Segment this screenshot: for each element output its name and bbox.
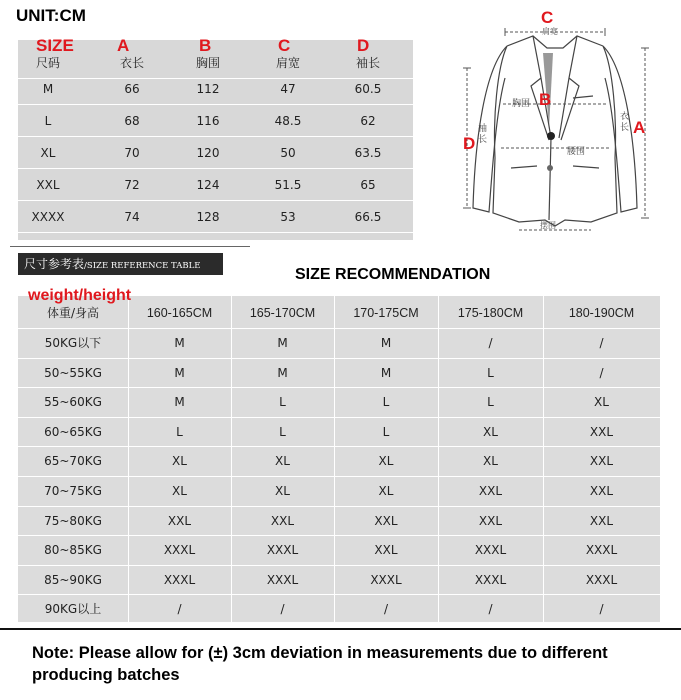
recommendation-title: SIZE RECOMMENDATION (295, 266, 491, 283)
size-recommendation-cell: XXXL (585, 543, 618, 557)
size-recommendation-cell: XL (483, 454, 498, 468)
size-table-cell: 66 (124, 82, 140, 96)
size-table-cell: 68 (124, 114, 140, 128)
diagram-letter-d: D (463, 134, 476, 153)
height-header-cell: 160-165CM (146, 306, 213, 320)
size-recommendation-cell: XXXL (266, 573, 299, 587)
size-recommendation-cell: / (383, 602, 389, 616)
size-recommendation-cell: M (277, 366, 288, 380)
size-recommendation-cell: XXXL (474, 543, 507, 557)
letter-d: D (357, 36, 370, 55)
size-recommendation-cell: L (279, 425, 286, 439)
size-recommendation-cell: L (176, 425, 183, 439)
size-table-cell: 124 (196, 178, 220, 192)
size-recommendation-cell: / (599, 366, 604, 380)
size-table-row (18, 106, 413, 137)
size-table-cell: 112 (196, 82, 220, 96)
size-table-cell: 128 (196, 210, 220, 224)
size-table-row (18, 138, 413, 169)
size-recommendation-cell: / (599, 602, 604, 616)
size-table-cell: 63.5 (354, 146, 382, 160)
size-recommendation-cell: XXXL (163, 543, 196, 557)
size-recommendation-cell: XXL (589, 425, 614, 439)
height-header-cell: 180-190CM (568, 306, 635, 320)
reference-banner-cn: 尺寸参考表 (24, 257, 85, 271)
size-recommendation-cell: M (380, 336, 392, 350)
size-recommendation-cell: XL (483, 425, 498, 439)
weight-cell: 90KG以上 (44, 602, 102, 616)
size-table-cell: 65 (360, 178, 376, 192)
size-recommendation-cell: L (487, 395, 494, 409)
size-table-header-cell: 肩宽 (275, 56, 300, 70)
size-recommendation-cell: M (174, 336, 185, 350)
size-recommendation-cell: / (488, 602, 493, 616)
weight-cell: 50~55KG (44, 366, 102, 380)
size-recommendation-cell: XXL (270, 514, 295, 528)
size-table-cell: M (42, 82, 54, 96)
size-table-cell: 72 (124, 178, 140, 192)
letter-b: B (199, 36, 212, 55)
size-recommendation-cell: XXL (589, 454, 614, 468)
size-recommendation-cell: M (380, 366, 392, 380)
size-table-cell: XXL (36, 178, 60, 192)
weight-cell: 75~80KG (44, 514, 102, 528)
size-recommendation-cell: XXL (374, 543, 398, 557)
reference-banner (18, 253, 223, 275)
size-code-label: SIZE (36, 36, 74, 55)
letter-a: A (117, 36, 130, 55)
weight-cell: 85~90KG (44, 573, 102, 587)
diagram-label-shoulder: 肩宽 (542, 27, 558, 36)
size-recommendation-cell: L (382, 425, 390, 439)
size-recommendation-cell: XL (378, 484, 394, 498)
note-text: Note: Please allow for (±) 3cm deviation in measurements due to different producing batches (32, 644, 608, 684)
size-table-header-cell: 尺码 (35, 56, 60, 70)
size-recommendation-cell: XXL (374, 514, 398, 528)
size-recommendation-cell: XL (275, 484, 290, 498)
recommendation-table (18, 296, 660, 622)
size-recommendation-cell: L (279, 395, 286, 409)
diagram-label-length: 衣长 (620, 112, 630, 133)
size-recommendation-cell: XXXL (266, 543, 299, 557)
size-table-row (18, 170, 413, 201)
size-recommendation-cell: XL (378, 454, 394, 468)
size-recommendation-cell: XXL (478, 484, 503, 498)
height-header-cell: 165-170CM (249, 306, 316, 320)
size-table-cell: 62 (360, 114, 376, 128)
size-table-cell: 48.5 (274, 114, 302, 128)
note-divider (0, 628, 681, 630)
size-recommendation-cell: XL (275, 454, 290, 468)
size-table-cell: 70 (124, 146, 140, 160)
height-header-cell: 175-180CM (457, 306, 524, 320)
size-recommendation-cell: XL (172, 454, 187, 468)
reference-banner-en: /SIZE REFERENCE TABLE (84, 261, 201, 271)
weight-cell: 60~65KG (44, 425, 102, 439)
diagram-letter-a: A (633, 118, 646, 137)
size-recommendation-cell: XXL (589, 514, 614, 528)
size-table-cell: 60.5 (354, 82, 382, 96)
height-header-cell: 170-175CM (353, 306, 419, 320)
size-table-row (18, 202, 413, 233)
weight-cell: 55~60KG (44, 395, 102, 409)
size-recommendation-cell: XL (172, 484, 187, 498)
size-recommendation-cell: XXXL (163, 573, 196, 587)
size-recommendation-cell: / (177, 602, 182, 616)
size-table-cell: 66.5 (354, 210, 382, 224)
size-table-cell: 51.5 (274, 178, 302, 192)
unit-label: UNIT:CM (16, 6, 86, 25)
size-recommendation-cell: M (174, 395, 185, 409)
size-table-cell: 116 (196, 114, 220, 128)
size-recommendation-cell: XXL (167, 514, 192, 528)
size-recommendation-cell: XXL (589, 484, 614, 498)
size-table-cell: 53 (280, 210, 296, 224)
size-recommendation-cell: M (277, 336, 288, 350)
size-table-header-cell: 胸围 (195, 56, 220, 70)
size-table-cell: XXXX (31, 210, 65, 224)
size-table-cell: 50 (280, 146, 296, 160)
size-table-cell: L (44, 114, 52, 128)
size-recommendation-cell: / (599, 336, 604, 350)
diagram-letter-c: C (541, 8, 554, 27)
size-table-cell: 47 (280, 82, 296, 96)
size-recommendation-cell: L (382, 395, 390, 409)
size-recommendation-cell: XXXL (474, 573, 507, 587)
weight-cell: 50KG以下 (44, 336, 102, 350)
size-recommendation-cell: XL (594, 395, 609, 409)
size-recommendation-cell: XXXL (370, 573, 402, 587)
size-table-header-cell: 衣长 (119, 56, 144, 70)
weight-cell: 80~85KG (44, 543, 102, 557)
diagram-label-waist: 腰围 (567, 147, 586, 157)
recommendation-corner-header: 体重/身高 (46, 306, 100, 320)
size-table (18, 40, 413, 240)
size-table-row (18, 74, 413, 105)
size-table-cell: XL (40, 146, 56, 160)
weight-cell: 65~70KG (44, 454, 102, 468)
weight-height-label: weight/height (28, 287, 132, 304)
size-recommendation-cell: M (174, 366, 185, 380)
size-recommendation-cell: XXXL (585, 573, 618, 587)
diagram-label-hem: 摆围 (540, 221, 556, 230)
size-recommendation-cell: / (280, 602, 285, 616)
divider-line (10, 246, 250, 247)
size-recommendation-cell: / (488, 336, 493, 350)
size-recommendation-cell: XXL (478, 514, 503, 528)
diagram-label-sleeve: 袖长 (478, 124, 488, 145)
size-recommendation-cell: L (487, 366, 494, 380)
diagram-label-chest: 胸围 (512, 99, 531, 109)
diagram-letter-b: B (539, 90, 552, 109)
weight-cell: 70~75KG (44, 484, 102, 498)
letter-c: C (278, 36, 291, 55)
size-table-header-cell: 袖长 (355, 56, 380, 70)
size-table-cell: 120 (196, 146, 220, 160)
size-table-cell: 74 (124, 210, 140, 224)
